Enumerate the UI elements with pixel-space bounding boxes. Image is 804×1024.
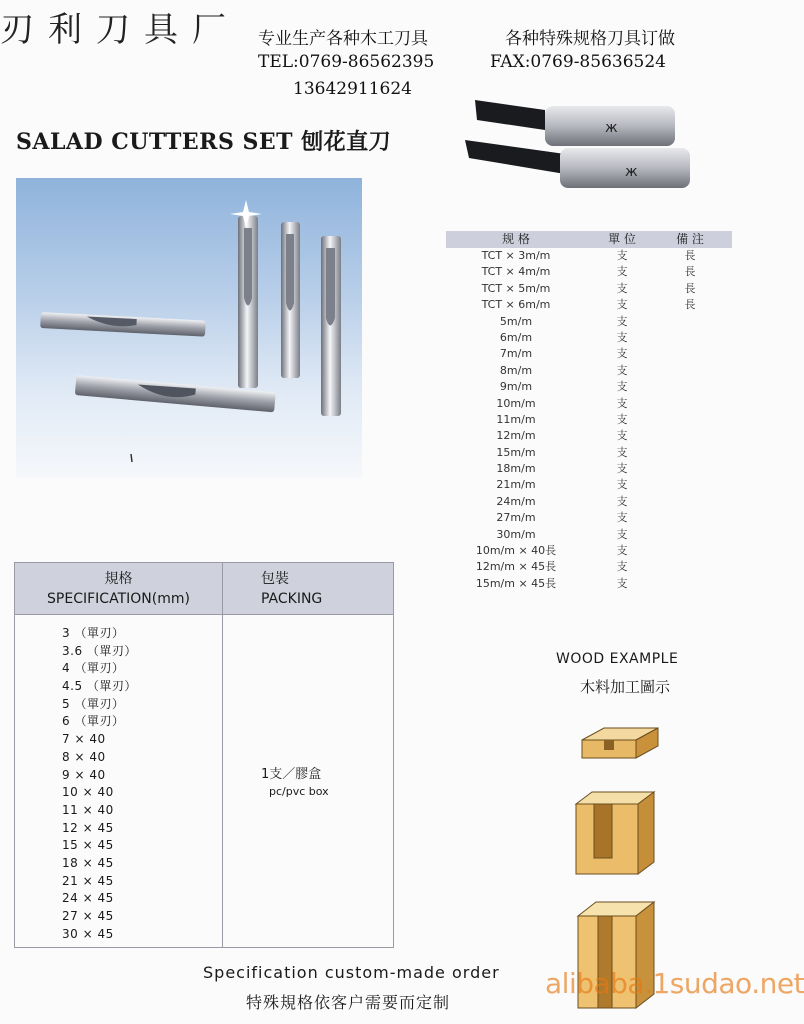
- unit-spec-row: [446, 314, 732, 330]
- unit-spec-row: [446, 264, 732, 280]
- spec-header-en: SPECIFICATION(mm): [47, 591, 190, 607]
- row-spec: TCT × 4m/m: [481, 265, 551, 279]
- unit-spec-row: [446, 477, 732, 493]
- row-unit: 支: [616, 462, 628, 476]
- row-remark: [648, 527, 732, 543]
- row-unit: 支: [616, 576, 628, 590]
- row-remark: [648, 346, 732, 362]
- unit-spec-row: [446, 363, 732, 379]
- row-remark: [648, 543, 732, 559]
- unit-spec-row: [446, 297, 732, 313]
- row-unit: 支: [616, 330, 628, 344]
- row-spec: 11m/m: [496, 412, 536, 426]
- router-bits-image: [455, 92, 700, 202]
- spec-item: 15 × 45: [62, 838, 114, 853]
- header-spec: 规 格: [502, 232, 530, 246]
- cutter-bits-image: [16, 178, 362, 478]
- spec-item: 24 × 45: [62, 891, 114, 906]
- unit-spec-row: [446, 281, 732, 297]
- row-spec: 30m/m: [496, 527, 536, 541]
- spec-item: 3 （單刃）: [62, 626, 125, 640]
- row-unit: 支: [616, 478, 628, 492]
- unit-spec-row: [446, 445, 732, 461]
- company-name: 刃利刀具厂: [0, 10, 240, 50]
- wood-groove-medium-image: [572, 788, 658, 878]
- row-spec: 18m/m: [496, 462, 536, 476]
- row-spec: 10m/m: [496, 396, 536, 410]
- row-spec: 6m/m: [499, 330, 533, 344]
- row-unit: 支: [616, 560, 628, 574]
- row-spec: 10m/m × 40長: [475, 544, 557, 558]
- row-remark: [648, 396, 732, 412]
- wood-example-title-zh: 木料加工圖示: [580, 678, 671, 696]
- row-unit: 支: [616, 298, 628, 312]
- unit-spec-row: [446, 510, 732, 526]
- row-remark: [648, 510, 732, 526]
- row-remark: [648, 494, 732, 510]
- packing-header-zh: 包裝: [261, 571, 289, 587]
- row-unit: 支: [616, 494, 628, 508]
- row-spec: 24m/m: [496, 494, 536, 508]
- spec-item: 30 × 45: [62, 926, 114, 941]
- row-spec: TCT × 5m/m: [481, 281, 551, 295]
- product-photo: [16, 178, 362, 478]
- unit-spec-row: [446, 494, 732, 510]
- row-remark: [648, 576, 732, 592]
- packing-en: pc/pvc box: [269, 785, 329, 798]
- spec-item: 18 × 45: [62, 855, 114, 870]
- row-remark: 長: [684, 249, 696, 262]
- spec-item: 27 × 45: [62, 909, 114, 923]
- header-remark: 備 注: [676, 232, 704, 246]
- mobile-number: 13642911624: [293, 79, 412, 99]
- row-spec: 21m/m: [496, 478, 536, 492]
- spec-list: [15, 615, 223, 948]
- row-remark: [648, 412, 732, 428]
- unit-spec-row: [446, 248, 732, 264]
- spec-item: 12 × 45: [62, 820, 114, 835]
- row-remark: [648, 379, 732, 395]
- row-unit: 支: [616, 249, 628, 262]
- row-spec: 7m/m: [499, 347, 533, 361]
- row-spec: 12m/m × 45長: [475, 560, 557, 574]
- unit-spec-row: [446, 543, 732, 559]
- unit-spec-row: [446, 346, 732, 362]
- spec-item: 11 × 40: [62, 802, 114, 817]
- row-remark: 長: [684, 298, 696, 312]
- spec-item: 10 × 40: [62, 785, 114, 800]
- unit-spec-row: [446, 396, 732, 412]
- unit-spec-row: [446, 428, 732, 444]
- row-spec: 5m/m: [499, 314, 533, 328]
- row-remark: 長: [684, 265, 696, 279]
- row-unit: 支: [616, 396, 628, 410]
- unit-spec-header: [446, 231, 732, 248]
- spec-item: 4.5 （單刃）: [62, 679, 137, 694]
- row-spec: 8m/m: [499, 363, 533, 377]
- row-unit: 支: [616, 265, 628, 279]
- spec-item: 9 × 40: [62, 767, 106, 782]
- spec-item: 5 （單刃）: [62, 696, 125, 711]
- unit-spec-row: [446, 412, 732, 428]
- spec-item: 4 （單刃）: [62, 661, 125, 676]
- row-unit: 支: [616, 445, 628, 459]
- row-unit: 支: [616, 314, 628, 328]
- header-unit: 單 位: [608, 232, 636, 246]
- row-spec: TCT × 3m/m: [481, 249, 551, 262]
- tel-number: TEL:0769-86562395: [258, 52, 435, 72]
- row-unit: 支: [616, 412, 628, 426]
- row-remark: [648, 461, 732, 477]
- svg-text:ж: ж: [605, 120, 618, 136]
- spec-header-zh: 規格: [104, 571, 133, 587]
- spec-item: 7 × 40: [62, 732, 106, 747]
- product-title: SALAD CUTTERS SET 刨花直刀: [16, 129, 392, 155]
- spec-item: 3.6 （單刃）: [62, 643, 137, 658]
- slogan-left: 专业生产各种木工刀具: [258, 29, 428, 49]
- unit-spec-row: [446, 461, 732, 477]
- row-unit: 支: [616, 380, 628, 394]
- row-remark: [648, 363, 732, 379]
- row-remark: [648, 428, 732, 444]
- unit-spec-row: [446, 576, 732, 592]
- row-remark: [648, 330, 732, 346]
- packing-header: [223, 563, 393, 614]
- svg-text:ж: ж: [625, 164, 638, 180]
- row-remark: [648, 559, 732, 575]
- unit-spec-row: [446, 559, 732, 575]
- row-unit: 支: [616, 511, 628, 525]
- row-spec: 27m/m: [496, 511, 536, 525]
- unit-spec-row: [446, 527, 732, 543]
- row-spec: 15m/m × 45長: [475, 576, 557, 590]
- row-unit: 支: [616, 544, 628, 558]
- row-remark: [648, 445, 732, 461]
- spec-header: [15, 563, 223, 614]
- spec-item: 21 × 45: [62, 873, 114, 888]
- watermark: alibaba.1sudao.net: [545, 967, 804, 1000]
- row-unit: 支: [616, 429, 628, 443]
- custom-order-text-zh: 特殊規格依客户需要而定制: [246, 993, 451, 1012]
- row-unit: 支: [616, 281, 628, 295]
- slogan-right: 各种特殊规格刀具订做: [505, 29, 675, 49]
- wood-example-title: WOOD EXAMPLE: [556, 651, 679, 667]
- packing-header-en: PACKING: [261, 591, 323, 607]
- row-remark: [648, 477, 732, 493]
- custom-order-text: Specification custom-made order: [203, 963, 500, 982]
- spec-item: 6 （單刃）: [62, 714, 125, 729]
- specification-table: [14, 562, 394, 948]
- unit-spec-table: [446, 231, 732, 592]
- packing-zh: 1支／膠盒: [261, 767, 322, 782]
- row-spec: 12m/m: [496, 429, 536, 443]
- row-unit: 支: [616, 363, 628, 377]
- row-unit: 支: [616, 347, 628, 361]
- row-remark: [648, 314, 732, 330]
- row-spec: TCT × 6m/m: [481, 298, 551, 312]
- spec-item: 8 × 40: [62, 749, 106, 764]
- row-spec: 15m/m: [496, 445, 536, 459]
- row-remark: 長: [684, 281, 696, 295]
- unit-spec-row: [446, 330, 732, 346]
- fax-number: FAX:0769-85636524: [490, 52, 666, 72]
- row-spec: 9m/m: [499, 380, 533, 394]
- wood-groove-small-image: [578, 722, 660, 762]
- row-unit: 支: [616, 527, 628, 541]
- unit-spec-row: [446, 379, 732, 395]
